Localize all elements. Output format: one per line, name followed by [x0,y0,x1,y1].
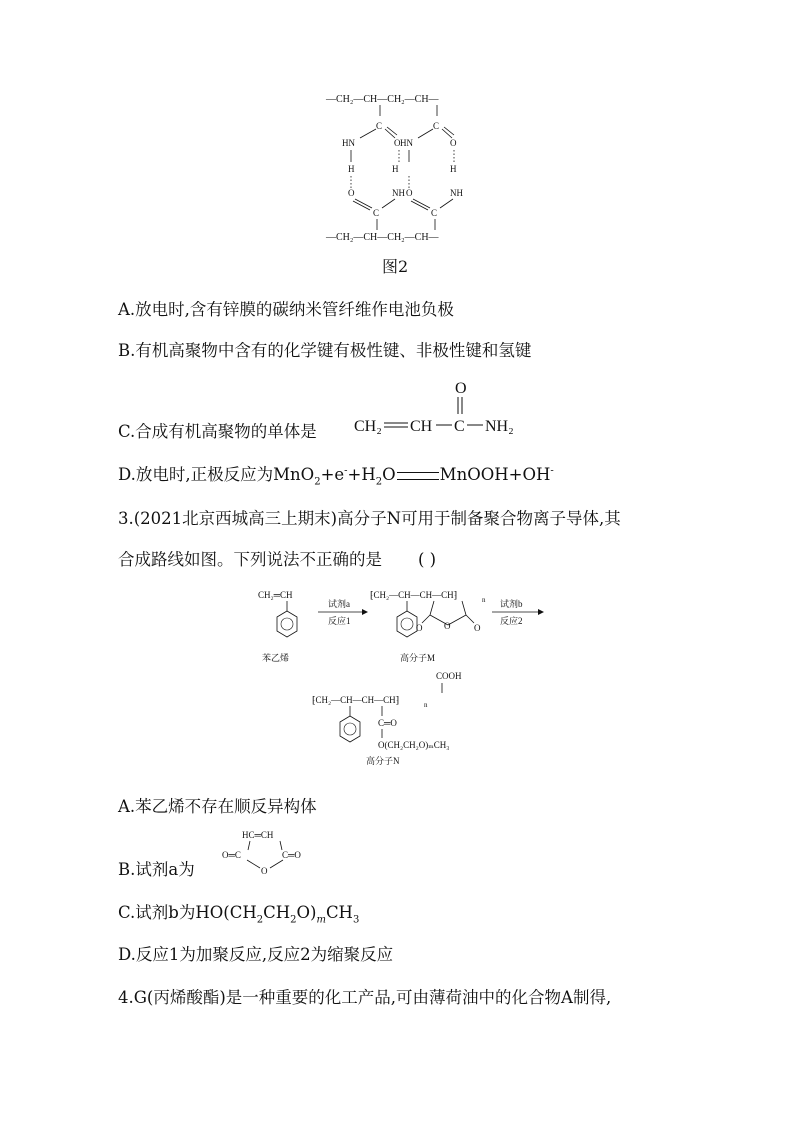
sup: - [344,465,348,477]
polymer-n-co: C═O [378,718,397,728]
polymer-n-cooh: COOH [436,671,462,681]
atom-o-3: O [348,188,355,198]
option-3c-prefix: C.试剂b为HO(CH [118,903,257,922]
sub: 2 [290,914,297,926]
polymer-m-chain: ⁅CH₂—CH—CH—CH⁆ [370,590,458,600]
figure-2-label: 图2 [382,257,409,276]
atom-hn-1: HN [342,138,355,148]
sub: 3 [352,914,360,926]
polymer-m-o: O [444,621,451,631]
atom-c-3: C [373,208,380,218]
monomer-ch2: CH₂ [354,418,382,435]
atom-hn-2: HN [400,138,413,148]
styrene-top: CH₂═CH [258,590,293,600]
sub: 2 [375,476,383,488]
atom-o-4: O [406,188,413,198]
synthesis-route [250,585,550,780]
atom-nh-1: NH [392,188,405,198]
question-3-line1: 3.(2021北京西城高三上期末)高分子N可用于制备聚合物离子导体,其 [118,509,621,528]
atom-c-2: C [433,121,440,131]
monomer-c: C [454,418,465,435]
atom-nh-2: NH [450,188,463,198]
question-4-line1: 4.G(丙烯酸酯)是一种重要的化工产品,可由薄荷油中的化合物A制得, [118,988,612,1007]
equals-sign [397,472,439,480]
reaction-2: 反应2 [500,616,523,626]
atom-c-4: C [431,208,438,218]
atom-h-2: H [392,164,399,174]
question-3-text: 合成路线如图。下列说法不正确的是 [118,550,382,569]
atom-o-2: O [450,138,457,148]
option-3c-o: O) [296,903,317,922]
anhydride-hc-ch: HC═CH [242,830,274,840]
option-2d-e: +e [320,465,345,484]
option-3d: D.反应1为加聚反应,反应2为缩聚反应 [118,945,394,964]
sub: 2 [256,914,264,926]
monomer-ch: CH [410,418,433,435]
polymer-m-n: n [482,596,486,604]
polymer-n-chain: ⁅CH₂—CH—CH—CH⁆ [312,695,400,705]
polymer-n-n: n [424,701,428,709]
option-2a: A.放电时,含有锌膜的碳纳米管纤维作电池负极 [118,300,454,319]
bottom-chain: —CH₂—CH—CH₂—CH— [326,232,439,243]
option-2b: B.有机高聚物中含有的化学键有极性键、非极性键和氢键 [118,341,532,360]
polymer-m-o-right: O [474,623,481,633]
top-chain: —CH₂—CH—CH₂—CH— [326,94,439,105]
atom-o-1: O [394,138,401,148]
maleic-anhydride-structure [220,828,320,878]
answer-paren: ( ) [418,550,437,569]
option-3c [118,899,359,925]
monomer-nh2: NH₂ [485,418,514,435]
anhydride-left: O═C [222,850,241,860]
option-3c-mid: CH [263,903,291,922]
anhydride-right: C═O [282,850,301,860]
atom-h-3: H [450,164,457,174]
reagent-b: 试剂b [500,599,523,609]
sup: - [550,465,554,477]
polymer-n-name: 高分子N [366,756,400,766]
option-2d-prefix: D.放电时,正极反应为MnO [118,465,315,484]
polymer-m-o-left: O [416,623,423,633]
styrene-name: 苯乙烯 [262,653,290,663]
reaction-1: 反应1 [328,616,351,626]
option-3c-ch: CH [325,903,353,922]
monomer-o: O [455,380,467,397]
anhydride-o: O [261,866,268,876]
sub: 2 [314,476,321,488]
option-2d [118,461,554,487]
atom-c-1: C [376,121,383,131]
figure-2-structure [320,88,470,248]
monomer-structure [352,376,532,436]
option-3b: B.试剂a为 [118,860,195,879]
polymer-n-ester: O(CH₂CH₂O)ₘCH₃ [378,740,450,750]
reagent-a: 试剂a [328,599,350,609]
option-2d-right: MnOOH+OH [439,465,551,484]
option-3a: A.苯乙烯不存在顺反异构体 [118,797,317,816]
option-2d-h: +H [347,465,376,484]
option-2d-o: O [382,465,396,484]
polymer-m-name: 高分子M [400,653,436,663]
question-3-line2 [118,546,436,570]
atom-h-1: H [348,164,355,174]
option-2c-text: C.合成有机高聚物的单体是 [118,422,317,441]
sub: m [316,914,326,926]
